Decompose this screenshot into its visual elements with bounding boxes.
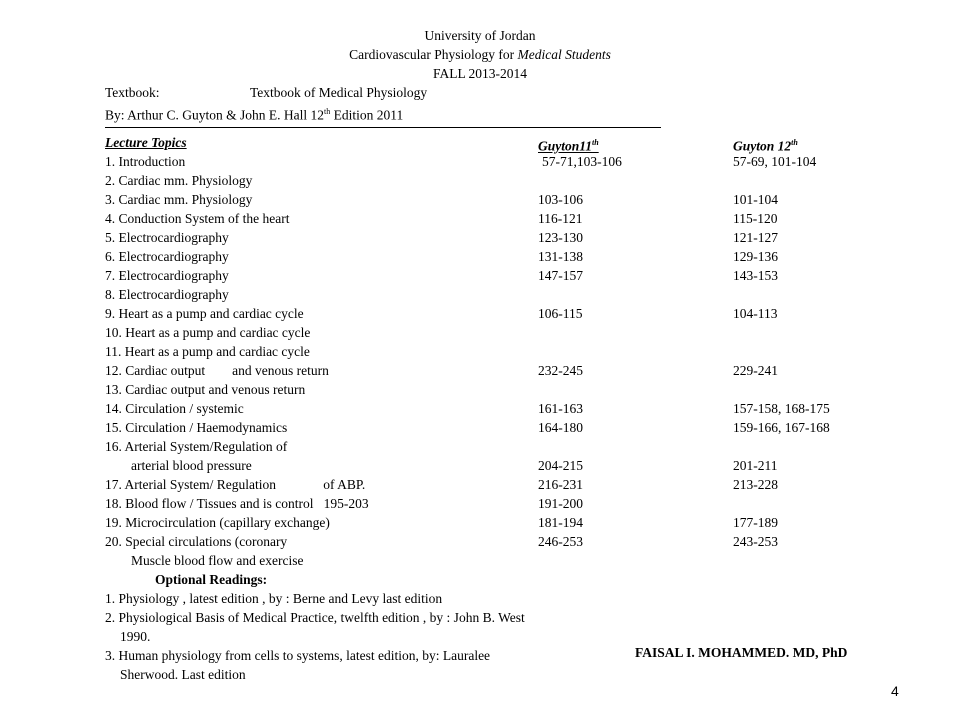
table-row: 6. Electrocardiography 131-138 129-136	[105, 249, 778, 264]
table-row: 13. Cardiac output and venous return	[105, 382, 306, 397]
table-row: 17. Arterial System/ Regulation of ABP. 216-231 213-228	[105, 477, 778, 492]
table-row: 8. Electrocardiography	[105, 287, 229, 302]
term: FALL 2013-2014	[432, 66, 528, 81]
page-number: 4	[891, 683, 899, 699]
table-row: 3. Cardiac mm. Physiology 103-106 101-104	[105, 192, 778, 207]
col-guyton11: Guyton11th	[538, 138, 599, 154]
textbook-title: Textbook of Medical Physiology	[250, 85, 428, 100]
table-row: 9. Heart as a pump and cardiac cycle 106-115 104-113	[105, 306, 778, 321]
authors-line: By: Arthur C. Guyton & John E. Hall 12th Edition 2011	[105, 107, 404, 123]
table-row: 11. Heart as a pump and cardiac cycle	[105, 344, 310, 359]
table-row: 12. Cardiac output and venous return 232-245 229-241	[105, 363, 778, 378]
divider	[105, 127, 661, 128]
optional-reading-item: 3. Human physiology from cells to systems, latest edition, by: Lauralee	[105, 648, 491, 663]
col-guyton12: Guyton 12th	[733, 138, 798, 154]
author-signature: FAISAL I. MOHAMMED. MD, PhD	[635, 645, 848, 660]
university-title: University of Jordan	[424, 28, 536, 43]
table-header	[0, 133, 960, 152]
optional-readings-title: Optional Readings:	[155, 572, 268, 587]
table-row: 14. Circulation / systemic 161-163 157-158, 168-175	[105, 401, 830, 416]
table-row: 18. Blood flow / Tissues and is control 195-203 191-200	[105, 496, 583, 511]
table-row: arterial blood pressure 204-215 201-211	[131, 458, 778, 473]
table-row: 19. Microcirculation (capillary exchange) 181-194 177-189	[105, 515, 778, 530]
table-row: 7. Electrocardiography 147-157 143-153	[105, 268, 778, 283]
table-row: 16. Arterial System/Regulation of	[105, 439, 288, 454]
textbook-label: Textbook:	[105, 85, 160, 100]
course-title: Cardiovascular Physiology for Medical Students	[349, 47, 611, 62]
table-row: 1. Introduction 57-71,103-106 57-69, 101-104	[105, 154, 817, 169]
textbook-line	[0, 83, 960, 102]
table-row: 10. Heart as a pump and cardiac cycle	[105, 325, 311, 340]
table-row: 4. Conduction System of the heart 116-121 115-120	[105, 211, 778, 226]
optional-reading-item: 2. Physiological Basis of Medical Practice, twelfth edition , by : John B. West	[105, 610, 525, 625]
col-topics: Lecture Topics	[105, 135, 187, 150]
table-row: Muscle blood flow and exercise	[131, 553, 304, 568]
optional-reading-item: 1990.	[120, 629, 151, 644]
table-row: 15. Circulation / Haemodynamics 164-180 159-166, 167-168	[105, 420, 830, 435]
optional-reading-item: Sherwood. Last edition	[120, 667, 246, 682]
table-row: 2. Cardiac mm. Physiology	[105, 173, 253, 188]
table-row: 20. Special circulations (coronary 246-253 243-253	[105, 534, 778, 549]
optional-reading-item: 1. Physiology , latest edition , by : Berne and Levy last edition	[105, 591, 443, 606]
table-row: 5. Electrocardiography 123-130 121-127	[105, 230, 778, 245]
